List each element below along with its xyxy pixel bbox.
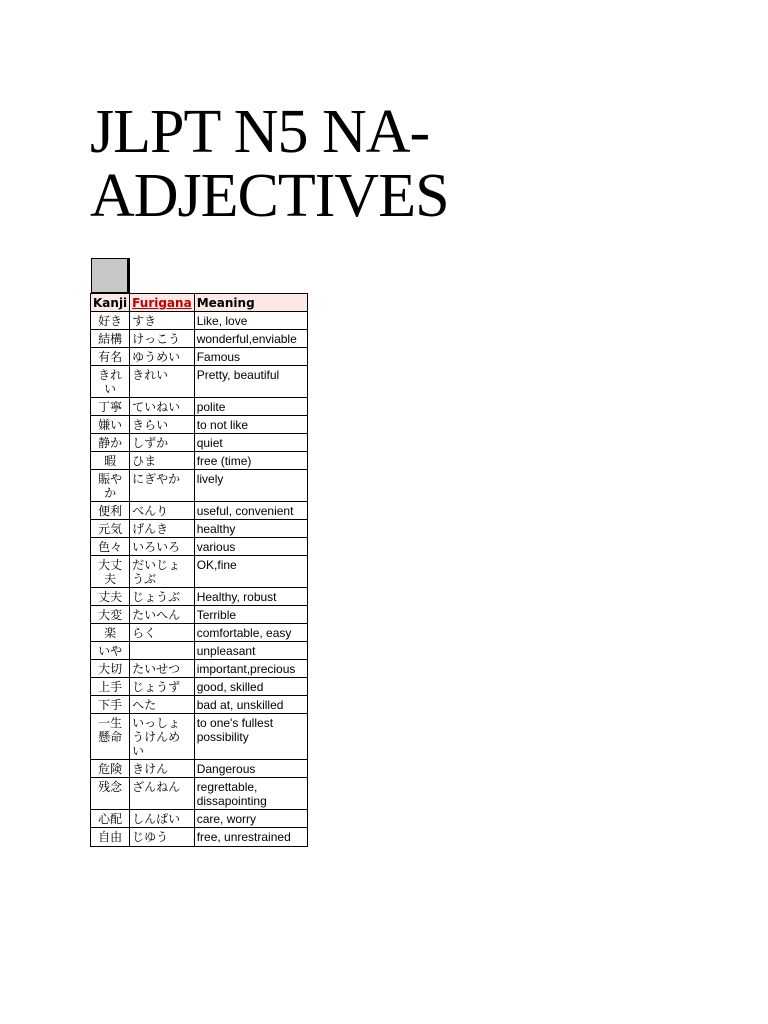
cell-furigana: じゆう	[130, 828, 195, 846]
table-row	[91, 348, 307, 366]
cell-meaning: quiet	[195, 434, 307, 452]
cell-kanji: 自由	[91, 828, 130, 846]
table-row	[91, 330, 307, 348]
cell-furigana: ゆうめい	[130, 348, 195, 366]
cell-kanji: 大変	[91, 606, 130, 624]
cell-meaning: Famous	[195, 348, 307, 366]
title-line-2: ADJECTIVES	[90, 162, 449, 230]
cell-furigana: たいせつ	[130, 660, 195, 678]
cell-kanji: いや	[91, 642, 130, 660]
header-furigana[interactable]: Furigana	[130, 294, 195, 312]
table-row	[91, 714, 307, 760]
cell-furigana: ていねい	[130, 398, 195, 416]
cell-meaning: care, worry	[195, 810, 307, 828]
cell-furigana: けっこう	[130, 330, 195, 348]
table-row	[91, 538, 307, 556]
cell-furigana: じょうず	[130, 678, 195, 696]
cell-kanji: 賑やか	[91, 470, 130, 502]
header-meaning: Meaning	[195, 294, 307, 312]
cell-kanji: 静か	[91, 434, 130, 452]
table-row	[91, 678, 307, 696]
table-row	[91, 696, 307, 714]
table-row	[91, 760, 307, 778]
cell-meaning: OK,fine	[195, 556, 307, 588]
cell-kanji: 下手	[91, 696, 130, 714]
cell-meaning: Dangerous	[195, 760, 307, 778]
cell-kanji: 丁寧	[91, 398, 130, 416]
table-row	[91, 416, 307, 434]
cell-furigana: げんき	[130, 520, 195, 538]
cell-kanji: 暇	[91, 452, 130, 470]
cell-meaning: to not like	[195, 416, 307, 434]
cell-meaning: unpleasant	[195, 642, 307, 660]
cell-furigana: きらい	[130, 416, 195, 434]
header-kanji: Kanji	[91, 294, 130, 312]
cell-furigana	[130, 642, 195, 660]
table-row	[91, 588, 307, 606]
table-row	[91, 810, 307, 828]
cell-furigana: じょうぶ	[130, 588, 195, 606]
page-title	[90, 100, 510, 228]
cell-meaning: good, skilled	[195, 678, 307, 696]
cell-meaning: Pretty, beautiful	[195, 366, 307, 398]
cell-kanji: 危険	[91, 760, 130, 778]
table-row	[91, 470, 307, 502]
cell-kanji: 色々	[91, 538, 130, 556]
table-row	[91, 502, 307, 520]
cell-furigana: べんり	[130, 502, 195, 520]
cell-furigana: ひま	[130, 452, 195, 470]
cell-furigana: すき	[130, 312, 195, 330]
cell-furigana: へた	[130, 696, 195, 714]
table-corner-divider	[128, 258, 130, 294]
cell-meaning: bad at, unskilled	[195, 696, 307, 714]
cell-furigana: しんぱい	[130, 810, 195, 828]
table-row	[91, 828, 307, 846]
cell-furigana: だいじょうぶ	[130, 556, 195, 588]
cell-kanji: 一生懸命	[91, 714, 130, 760]
table-row	[91, 398, 307, 416]
cell-furigana: しずか	[130, 434, 195, 452]
cell-meaning: polite	[195, 398, 307, 416]
cell-meaning: regrettable, dissapointing	[195, 778, 307, 810]
cell-furigana: らく	[130, 624, 195, 642]
cell-kanji: 上手	[91, 678, 130, 696]
cell-meaning: comfortable, easy	[195, 624, 307, 642]
cell-meaning: wonderful,enviable	[195, 330, 307, 348]
table-row	[91, 366, 307, 398]
cell-meaning: important,precious	[195, 660, 307, 678]
table-row	[91, 606, 307, 624]
cell-kanji: 嫌い	[91, 416, 130, 434]
cell-kanji: きれい	[91, 366, 130, 398]
cell-kanji: 残念	[91, 778, 130, 810]
table-row	[91, 556, 307, 588]
table-row	[91, 452, 307, 470]
cell-kanji: 丈夫	[91, 588, 130, 606]
cell-meaning: useful, convenient	[195, 502, 307, 520]
table-header-row	[91, 294, 307, 312]
cell-furigana: ざんねん	[130, 778, 195, 810]
cell-meaning: various	[195, 538, 307, 556]
cell-furigana: きれい	[130, 366, 195, 398]
cell-kanji: 便利	[91, 502, 130, 520]
cell-meaning: Terrible	[195, 606, 307, 624]
cell-meaning: Like, love	[195, 312, 307, 330]
cell-furigana: にぎやか	[130, 470, 195, 502]
cell-kanji: 好き	[91, 312, 130, 330]
cell-kanji: 元気	[91, 520, 130, 538]
table-row	[91, 642, 307, 660]
cell-kanji: 有名	[91, 348, 130, 366]
vocabulary-table	[90, 293, 308, 847]
table-row	[91, 434, 307, 452]
cell-furigana: たいへん	[130, 606, 195, 624]
table-corner-cell	[91, 258, 128, 293]
cell-meaning: Healthy, robust	[195, 588, 307, 606]
title-line-1: JLPT N5 NA-	[90, 98, 430, 166]
table-row	[91, 660, 307, 678]
cell-meaning: to one's fullest possibility	[195, 714, 307, 760]
cell-furigana: いっしょうけんめい	[130, 714, 195, 760]
cell-kanji: 心配	[91, 810, 130, 828]
cell-meaning: lively	[195, 470, 307, 502]
cell-furigana: きけん	[130, 760, 195, 778]
cell-meaning: free (time)	[195, 452, 307, 470]
table-row	[91, 778, 307, 810]
cell-meaning: healthy	[195, 520, 307, 538]
table-row	[91, 312, 307, 330]
cell-kanji: 楽	[91, 624, 130, 642]
cell-meaning: free, unrestrained	[196, 830, 291, 844]
table-row	[91, 624, 307, 642]
cell-furigana: いろいろ	[130, 538, 195, 556]
cell-kanji: 結構	[91, 330, 130, 348]
cell-kanji: 大丈夫	[91, 556, 130, 588]
table-row	[91, 520, 307, 538]
cell-kanji: 大切	[91, 660, 130, 678]
